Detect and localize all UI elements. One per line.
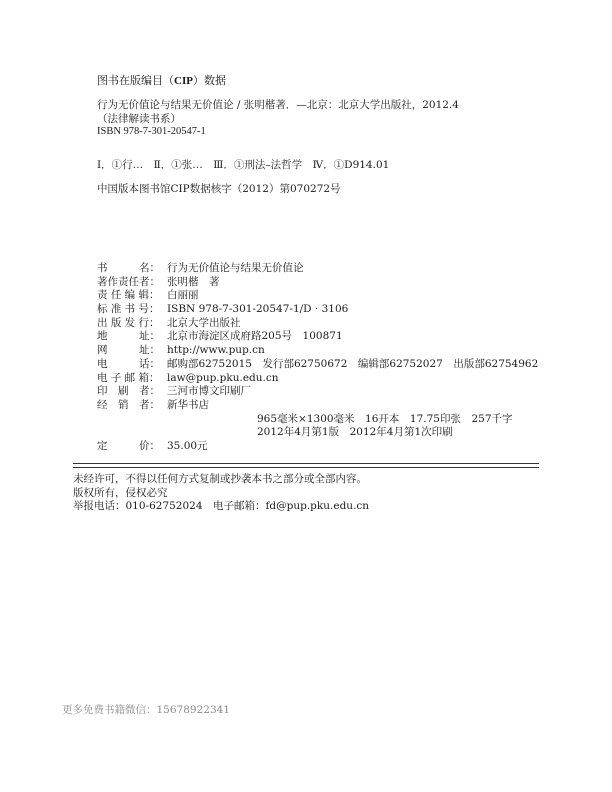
info-value: 张明楷 著	[167, 275, 220, 288]
divider-rule	[73, 463, 539, 464]
spec-edition: 2012年4月第1版 2012年4月第1次印刷	[257, 426, 453, 439]
info-value: 邮购部62752015 发行部62750672 编辑部62752027 出版部62754962	[167, 357, 539, 370]
info-label: 出 版 发 行：	[97, 316, 160, 329]
cip-record-number: 中国版本图书馆CIP数据核字（2012）第070272号	[97, 183, 341, 195]
copyright-notice: 未经许可，不得以任何方式复制或抄袭本书之部分或全部内容。	[73, 473, 367, 485]
price-row	[97, 440, 538, 454]
info-value: 行为无价值论与结果无价值论	[167, 262, 304, 274]
info-row	[97, 262, 538, 276]
info-row	[97, 372, 538, 386]
spec-format: 965毫米×1300毫米 16开本 17.75印张 257千字	[257, 412, 513, 425]
info-label: 电 话：	[97, 357, 160, 370]
info-row	[97, 330, 538, 344]
report-contact: 举报电话：010-62752024 电子邮箱：fd@pup.pku.edu.cn	[73, 500, 370, 512]
info-row	[97, 358, 538, 372]
info-row	[97, 344, 538, 358]
website-link[interactable]: http://www.pup.cn	[167, 344, 265, 357]
info-value: ISBN 978-7-301-20547-1/D · 3106	[167, 303, 349, 316]
info-row	[97, 303, 538, 317]
copyright-block	[73, 473, 369, 514]
info-label: 著作责任者：	[97, 275, 160, 288]
cip-series-line: （法律解读书系）	[97, 113, 181, 125]
cip-title-line: 行为无价值论与结果无价值论 / 张明楷著．—北京：北京大学出版社，2012.4	[97, 99, 459, 111]
cip-heading-bold: CIP	[174, 75, 193, 87]
book-info-block	[97, 262, 538, 454]
info-row	[97, 276, 538, 290]
info-row	[97, 317, 538, 331]
cip-heading-prefix: 图书在版编目（	[97, 74, 174, 87]
info-value: 北京大学出版社	[167, 316, 241, 329]
info-row	[97, 399, 538, 413]
price-value: 35.00元	[167, 439, 208, 452]
spec-row	[97, 426, 538, 440]
spec-row	[97, 413, 538, 427]
info-value: 白丽丽	[167, 289, 199, 302]
info-value: 北京市海淀区成府路205号 100871	[167, 330, 343, 343]
info-label: 地 址：	[97, 330, 160, 343]
rights-reserved: 版权所有，侵权必究	[73, 486, 168, 499]
footer-watermark: 更多免费书籍微信：15678922341	[62, 704, 230, 716]
email-link[interactable]: law@pup.pku.edu.cn	[167, 371, 279, 384]
info-label: 电 子 邮 箱：	[97, 371, 160, 384]
info-value: 三河市博文印刷厂	[167, 385, 251, 398]
divider-rule	[73, 467, 539, 468]
info-value: 新华书店	[167, 398, 209, 411]
info-label: 印 刷 者：	[97, 385, 160, 398]
cip-classification: Ⅰ．①行… Ⅱ．①张… Ⅲ．①刑法–法哲学 Ⅳ．①D914.01	[97, 159, 390, 171]
info-label: 责 任 编 辑：	[97, 289, 160, 302]
cip-heading-suffix: ）数据	[192, 74, 226, 87]
info-row	[97, 289, 538, 303]
info-label: 书 名：	[97, 262, 160, 274]
price-label: 定 价：	[97, 439, 160, 452]
info-label: 网 址：	[97, 344, 160, 357]
cip-isbn: ISBN 978-7-301-20547-1	[97, 126, 206, 137]
info-label: 经 销 者：	[97, 398, 160, 411]
info-row	[97, 385, 538, 399]
cip-heading	[97, 72, 226, 88]
info-label: 标 准 书 号：	[97, 303, 160, 316]
